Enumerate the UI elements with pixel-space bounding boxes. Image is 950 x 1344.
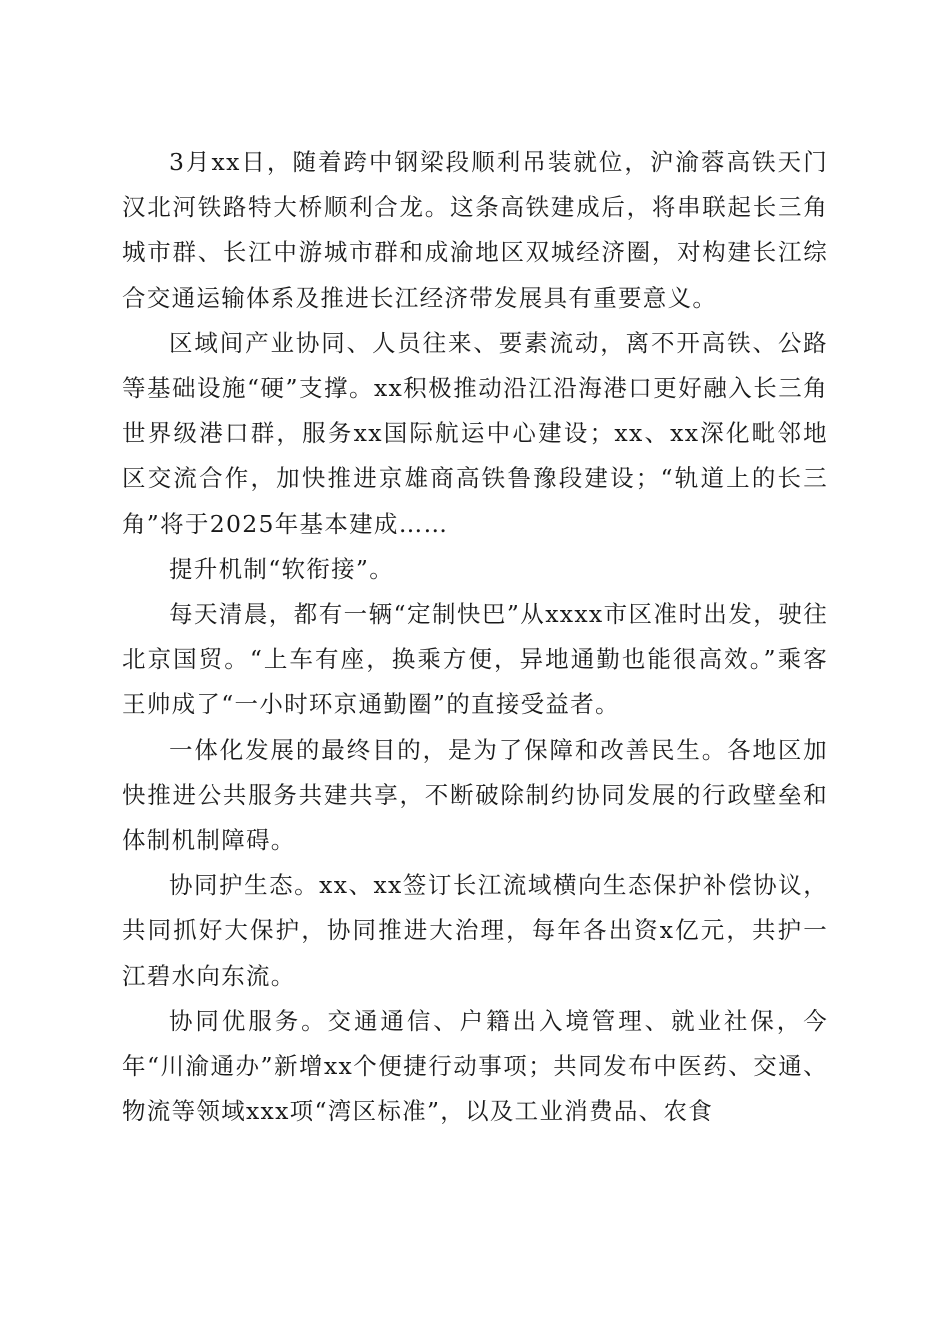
paragraph-mechanism-heading: 提升机制“软衔接”。 — [169, 554, 395, 583]
document-body — [122, 140, 828, 1134]
paragraph-integration-goal: 一体化发展的最终目的，是为了保障和改善民生。各地区加快推进公共服务共建共享，不断破除制约协同发展的行政壁垒和体制机制障碍。 — [122, 735, 828, 855]
paragraph-infrastructure: 区域间产业协同、人员往来、要素流动，离不开高铁、公路等基础设施“硬”支撑。xx积极推动沿江沿海港口更好融入长三角世界级港口群，服务xx国际航运中心建设；xx、xx深化毗邻地区交流合作，加快推进京雄商高铁鲁豫段建设；“轨道上的长三角”将于2025年基本建成…… — [122, 328, 828, 538]
paragraph-bridge-closure: 3月xx日，随着跨中钢梁段顺利吊装就位，沪渝蓉高铁天门汉北河铁路特大桥顺利合龙。这条高铁建成后，将串联起长三角城市群、长江中游城市群和成渝地区双城经济圈，对构建长江综合交通运输体系及推进长江经济带发展具有重要意义。 — [122, 148, 828, 312]
paragraph-ecology: 协同护生态。xx、xx签订长江流域横向生态保护补偿协议，共同抓好大保护，协同推进大治理，每年各出资x亿元，共护一江碧水向东流。 — [122, 871, 828, 990]
paragraph-services: 协同优服务。交通通信、户籍出入境管理、就业社保，今年“川渝通办”新增xx个便捷行动事项；共同发布中医药、交通、物流等领域xxx项“湾区标准”，以及工业消费品、农食 — [122, 1006, 828, 1126]
paragraph-commuter-bus: 每天清晨，都有一辆“定制快巴”从xxxx市区准时出发，驶往北京国贸。“上车有座，换乘方便，异地通勤也能很高效。”乘客王帅成了“一小时环京通勤圈”的直接受益者。 — [122, 600, 828, 719]
